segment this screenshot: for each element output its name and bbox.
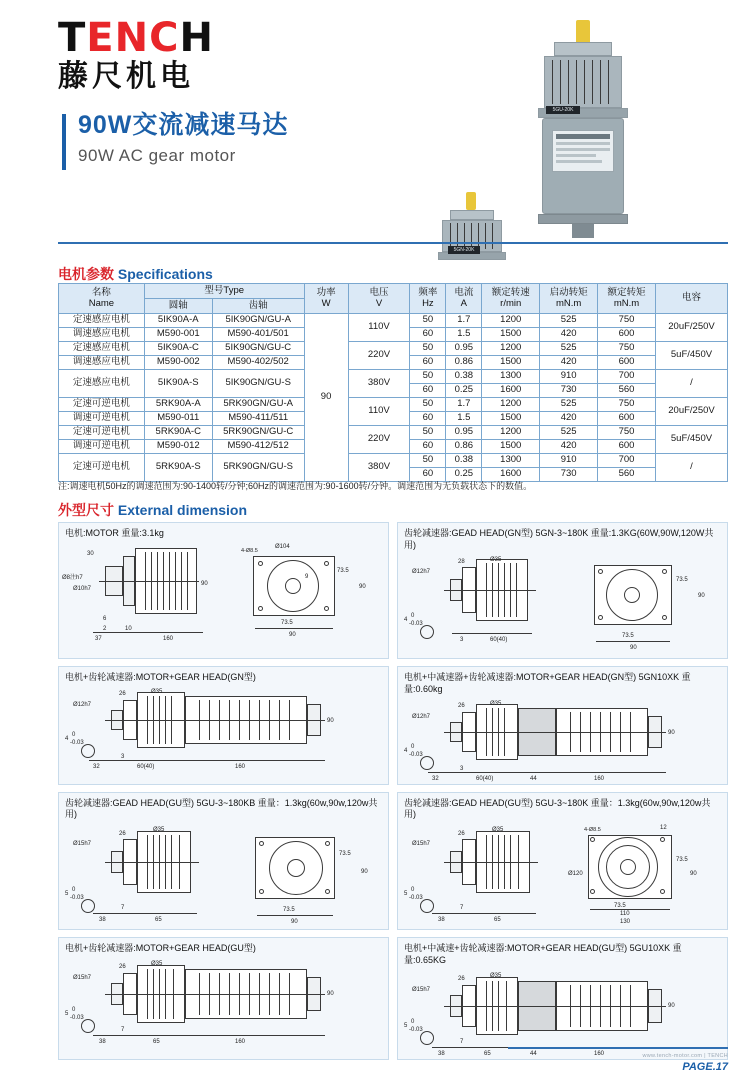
dimension-row [58, 666, 728, 784]
cell-name: 定速可逆电机 [59, 426, 145, 440]
cell-freq: 60 [410, 384, 446, 398]
cell-cap: 5uF/450V [656, 426, 728, 454]
cell-rated: 700 [598, 370, 656, 384]
cell-speed: 1600 [482, 384, 540, 398]
page-header [0, 0, 756, 253]
cell-gear: 5IK90GN/GU-S [212, 370, 304, 398]
cell-freq: 60 [410, 468, 446, 482]
header-divider [58, 242, 728, 244]
page-number: PAGE.17 [682, 1061, 728, 1073]
cell-rated: 750 [598, 426, 656, 440]
cell-rated: 600 [598, 356, 656, 370]
dimension-caption: 齿轮减速器:GEAD HEAD(GU型) 5GU-3~180KB 重量：1.3kg(60w,90w,120w共用) [65, 797, 378, 820]
cell-speed: 1500 [482, 440, 540, 454]
cell-current: 0.38 [446, 454, 482, 468]
th-type-round: 圆轴 [144, 299, 212, 314]
table-row [59, 370, 728, 384]
cell-rated: 750 [598, 342, 656, 356]
dimension-caption: 电机+齿轮减速器:MOTOR+GEAR HEAD(GU型) [65, 943, 256, 954]
cell-gear: 5IK90GN/GU-A [212, 314, 304, 328]
spec-note: 注:调速电机50Hz的调速范围为:90-1400转/分钟;60Hz的调速范围为:90-1600转/分钟。调速范围为无负载状态下的数值。 [58, 481, 533, 491]
cell-voltage: 380V [348, 370, 410, 398]
cell-speed: 1500 [482, 412, 540, 426]
cell-start: 420 [540, 356, 598, 370]
dim-label-d35: Ø35 [151, 960, 163, 967]
dimension-drawing-motor: 30 Ø8注h7 Ø10h7 6 2 10 37 160 90 Ø104 4-Ø8.5 9 73.5 90 73.5 90 [62, 543, 366, 642]
th-frequency: 频率 Hz [410, 284, 446, 314]
cell-speed: 1200 [482, 342, 540, 356]
cell-gear: 5IK90GN/GU-C [212, 342, 304, 356]
cell-round: 5IK90A-C [144, 342, 212, 356]
dimension-section-heading [58, 500, 247, 520]
cell-cap: 5uF/450V [656, 342, 728, 370]
cell-freq: 60 [410, 412, 446, 426]
dim-label-d12h7: Ø12h7 [412, 713, 431, 720]
spec-section-heading-cn: 电机参数 [58, 266, 114, 282]
dim-label-d15h7: Ø15h7 [412, 841, 431, 848]
cell-gear: M590-412/512 [212, 440, 304, 454]
dimension-drawing-motor-gn: Ø12h7 26 Ø35 90 3 32 60(40) 160 4 0 -0.03 [65, 689, 334, 771]
cell-name: 定速感应电机 [59, 314, 145, 328]
cell-current: 0.25 [446, 384, 482, 398]
specifications-table-body [59, 314, 728, 482]
dimension-caption: 电机+齿轮减速器:MOTOR+GEAR HEAD(GN型) [65, 672, 256, 683]
dimension-cell-motor [58, 522, 389, 659]
th-start-torque: 启动转矩 mN.m [540, 284, 598, 314]
cell-speed: 1600 [482, 468, 540, 482]
cell-gear: M590-401/501 [212, 328, 304, 342]
cell-name: 调速感应电机 [59, 328, 145, 342]
cell-start: 910 [540, 454, 598, 468]
cell-round: M590-001 [144, 328, 212, 342]
cell-current: 0.86 [446, 440, 482, 454]
dimension-section-heading-en: External dimension [117, 502, 248, 518]
dim-label-d35: Ø35 [490, 972, 502, 979]
brand-logo [58, 15, 214, 93]
dimension-cell-gu-gearhead [397, 792, 728, 930]
cell-start: 910 [540, 370, 598, 384]
dimension-drawing-gu-gearhead-b: Ø15h7 26 Ø35 7 38 65 5 0 -0.03 73.5 90 73.5 90 [65, 827, 368, 926]
cell-current: 0.25 [446, 468, 482, 482]
cell-speed: 1200 [482, 398, 540, 412]
specifications-table [58, 283, 728, 482]
cell-freq: 50 [410, 426, 446, 440]
cell-rated: 560 [598, 468, 656, 482]
cell-rated: 600 [598, 328, 656, 342]
cell-round: 5IK90A-S [144, 370, 212, 398]
page-title: 90W交流减速马达 [78, 111, 289, 139]
cell-start: 525 [540, 314, 598, 328]
dimension-row [58, 792, 728, 930]
th-rated-speed: 额定转速 r/min [482, 284, 540, 314]
cell-speed: 1200 [482, 314, 540, 328]
dim-label-d12h7: Ø12h7 [73, 702, 92, 709]
dimension-caption: 电机:MOTOR 重量:3.1kg [65, 528, 164, 538]
cell-rated: 560 [598, 384, 656, 398]
table-row [59, 454, 728, 468]
dimension-cell-motor-gu-10xk [397, 937, 728, 1059]
dim-label-d15h7: Ø15h7 [412, 986, 431, 993]
dimension-drawing-motor-gu: Ø15h7 26 Ø35 90 7 38 65 160 5 0 -0.03 [65, 960, 334, 1045]
dimension-drawing-gn-gearhead: Ø12h7 28 Ø35 3 60(40) 4 0 -0.03 73.5 90 73.5 90 [404, 557, 705, 652]
cell-name: 定速感应电机 [59, 370, 145, 398]
dim-label-d35: Ø35 [490, 700, 502, 707]
cell-start: 420 [540, 412, 598, 426]
cell-speed: 1500 [482, 328, 540, 342]
dimension-section-heading-cn: 外型尺寸 [58, 502, 114, 518]
cell-name: 调速可逆电机 [59, 412, 145, 426]
dimension-cell-gn-gearhead [397, 522, 728, 659]
cell-cap: 20uF/250V [656, 398, 728, 426]
cell-gear: M590-402/502 [212, 356, 304, 370]
cell-speed: 1500 [482, 356, 540, 370]
dim-label-d104: Ø104 [275, 543, 290, 550]
dim-label-d35: Ø35 [151, 689, 163, 696]
dim-label-4xd85: 4-Ø8.5 [241, 547, 258, 554]
th-rated-torque: 额定转矩 mN.m [598, 284, 656, 314]
cell-rated: 700 [598, 454, 656, 468]
cell-current: 0.95 [446, 426, 482, 440]
cell-start: 730 [540, 468, 598, 482]
cell-current: 1.5 [446, 328, 482, 342]
dimension-cell-motor-gn [58, 666, 389, 784]
cell-start: 420 [540, 328, 598, 342]
cell-current: 0.86 [446, 356, 482, 370]
cell-name: 定速可逆电机 [59, 398, 145, 412]
cell-round: M590-012 [144, 440, 212, 454]
dimension-cell-motor-gu [58, 937, 389, 1059]
cell-speed: 1300 [482, 454, 540, 468]
cell-start: 525 [540, 426, 598, 440]
th-current: 电流 A [446, 284, 482, 314]
dimension-caption: 齿轮减速器:GEAD HEAD(GN型) 5GN-3~180K 重量:1.3KG(60W,90W,120W共用) [404, 528, 714, 550]
th-name: 名称 Name [59, 284, 145, 314]
dimension-drawing-gu-gearhead: Ø15h7 26 Ø35 7 38 65 5 0 -0.03 4-Ø8.5 12 Ø120 73.5 90 73.5 110 130 [404, 825, 697, 926]
cell-gear: 5RK90GN/GU-C [212, 426, 304, 440]
cell-freq: 50 [410, 398, 446, 412]
cell-current: 1.7 [446, 314, 482, 328]
cell-voltage: 380V [348, 454, 410, 482]
cell-current: 1.7 [446, 398, 482, 412]
motor-product-photo [426, 14, 726, 253]
motor-label-large: 5GU-20K [546, 106, 580, 114]
dimension-cell-motor-gn-10xk [397, 666, 728, 784]
cell-gear: M590-411/511 [212, 412, 304, 426]
cell-voltage: 220V [348, 342, 410, 370]
dim-label-d35: Ø35 [492, 827, 504, 834]
cell-name: 定速可逆电机 [59, 454, 145, 482]
footer-note: www.tench-motor.com | TENCH [642, 1053, 728, 1059]
cell-cap: / [656, 454, 728, 482]
cell-speed: 1200 [482, 426, 540, 440]
cell-rated: 750 [598, 314, 656, 328]
th-capacitor: 电容 [656, 284, 728, 314]
page-subtitle: 90W AC gear motor [78, 146, 236, 165]
cell-name: 定速感应电机 [59, 342, 145, 356]
cell-voltage: 220V [348, 426, 410, 454]
cell-cap: / [656, 370, 728, 398]
footer-rule [508, 1047, 728, 1049]
th-type-gear: 齿轴 [212, 299, 304, 314]
motor-label-small: 5GN-20K [448, 246, 480, 254]
table-row [59, 314, 728, 328]
spec-section-heading-en: Specifications [117, 266, 213, 282]
cell-freq: 60 [410, 440, 446, 454]
brand-wordmark: TENCH [58, 15, 214, 61]
dimension-drawings-grid [58, 522, 728, 1067]
cell-start: 525 [540, 342, 598, 356]
table-row [59, 426, 728, 440]
cell-start: 730 [540, 384, 598, 398]
dim-label-d8h7: Ø8注h7 [62, 574, 83, 581]
cell-gear: 5RK90GN/GU-A [212, 398, 304, 412]
cell-round: 5RK90A-C [144, 426, 212, 440]
dimension-caption: 电机+中减速器+齿轮减速器:MOTOR+GEAR HEAD(GN型) 5GN10XK 重量:0.60kg [404, 672, 691, 695]
cell-start: 525 [540, 398, 598, 412]
dimension-row [58, 937, 728, 1059]
cell-rated: 750 [598, 398, 656, 412]
cell-voltage: 110V [348, 398, 410, 426]
spec-section-heading [58, 264, 213, 284]
cell-gear: 5RK90GN/GU-S [212, 454, 304, 482]
cell-round: 5IK90A-A [144, 314, 212, 328]
cell-freq: 50 [410, 314, 446, 328]
cell-freq: 60 [410, 328, 446, 342]
th-voltage: 电压 V [348, 284, 410, 314]
cell-freq: 60 [410, 356, 446, 370]
dim-label-d12h7: Ø12h7 [412, 569, 431, 576]
cell-start: 420 [540, 440, 598, 454]
cell-voltage: 110V [348, 314, 410, 342]
dimension-caption: 电机+中减速+齿轮减速器:MOTOR+GEAR HEAD(GU型) 5GU10XK 重量:0.65KG [404, 943, 682, 965]
title-accent-bar [62, 114, 66, 170]
table-row [59, 398, 728, 412]
cell-current: 0.95 [446, 342, 482, 356]
dim-label-d15h7: Ø15h7 [73, 974, 92, 981]
cell-round: M590-002 [144, 356, 212, 370]
dimension-row [58, 522, 728, 659]
table-row [59, 342, 728, 356]
dim-label-d35: Ø35 [490, 557, 502, 564]
cell-freq: 50 [410, 370, 446, 384]
brand-chinese-name: 藤尺机电 [58, 60, 194, 93]
th-type-group: 型号Type [144, 284, 304, 299]
cell-current: 1.5 [446, 412, 482, 426]
dimension-drawing-motor-gu-10xk: Ø15h7 26 Ø35 90 7 38 65 44 160 5 0 -0.03 [404, 972, 675, 1057]
dim-label-d10h7: Ø10h7 [73, 585, 92, 592]
dimension-drawing-motor-gn-10xk: Ø12h7 26 Ø35 90 3 32 60(40) 44 160 4 0 -0.03 [404, 700, 675, 782]
cell-name: 调速可逆电机 [59, 440, 145, 454]
cell-power: 90 [304, 314, 348, 482]
product-title-block [62, 110, 288, 166]
cell-rated: 600 [598, 440, 656, 454]
cell-round: 5RK90A-S [144, 454, 212, 482]
dim-label-d35: Ø35 [153, 827, 165, 834]
dim-label-d120: Ø120 [568, 871, 583, 878]
cell-rated: 600 [598, 412, 656, 426]
cell-speed: 1300 [482, 370, 540, 384]
th-power: 功率 W [304, 284, 348, 314]
cell-freq: 50 [410, 454, 446, 468]
cell-round: 5RK90A-A [144, 398, 212, 412]
dimension-caption: 齿轮减速器:GEAD HEAD(GU型) 5GU-3~180K 重量：1.3kg(60w,90w,120w共用) [404, 797, 711, 820]
specifications-table-wrapper [58, 283, 728, 482]
dim-label-d15h7: Ø15h7 [73, 841, 92, 848]
cell-freq: 50 [410, 342, 446, 356]
cell-current: 0.38 [446, 370, 482, 384]
table-header-row [59, 284, 728, 299]
cell-name: 调速感应电机 [59, 356, 145, 370]
cell-cap: 20uF/250V [656, 314, 728, 342]
page-footer [508, 1047, 728, 1073]
dimension-cell-gu-gearhead-b [58, 792, 389, 930]
cell-round: M590-011 [144, 412, 212, 426]
